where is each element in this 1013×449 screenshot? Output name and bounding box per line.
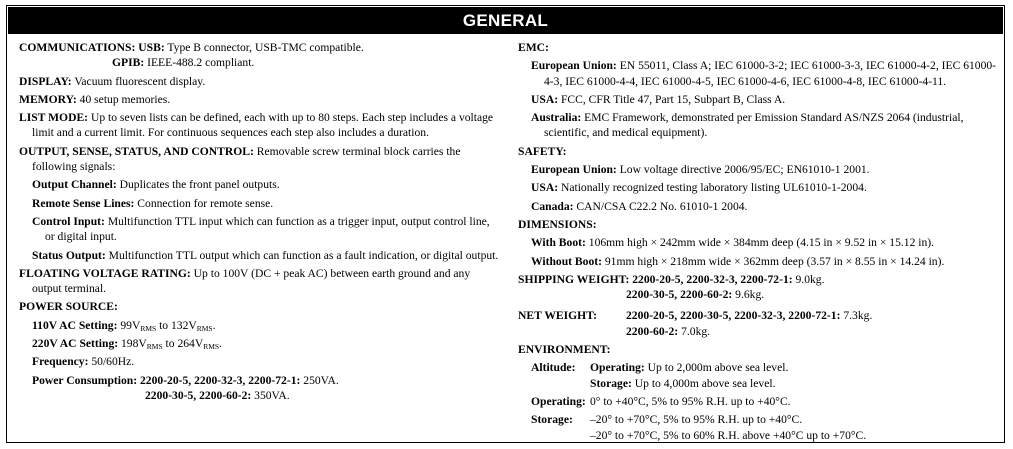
dimensions-without-boot: Without Boot: 91mm high × 218mm wide × 362mm deep (3.57 in × 8.55 in × 14.24 in). xyxy=(531,254,945,268)
environment-operating xyxy=(518,394,998,409)
output-control-spec: OUTPUT, SENSE, STATUS, AND CONTROL: Removable screw terminal block carries the following signals: xyxy=(19,144,461,174)
safety-eu: European Union: Low voltage directive 2006/95/EC; EN61010-1 2001. xyxy=(531,163,870,177)
communications-usb: COMMUNICATIONS: USB: Type B connector, USB-TMC compatible. xyxy=(19,41,364,54)
dimensions-heading: DIMENSIONS: xyxy=(518,217,597,231)
control-input-item: Control Input: Multifunction TTL input which can function as a trigger input, output control line, or digital input. xyxy=(32,214,490,244)
environment-altitude xyxy=(518,360,998,391)
safety-canada: Canada: CAN/CSA C22.2 No. 61010-1 2004. xyxy=(531,199,748,213)
power-consumption-line1: Power Consumption: 2200-20-5, 2200-32-3, 2200-72-1: 250VA. xyxy=(32,373,339,387)
emc-usa: USA: FCC, CFR Title 47, Part 15, Subpart B, Class A. xyxy=(531,92,786,106)
right-column xyxy=(518,40,998,443)
safety-usa: USA: Nationally recognized testing laboratory listing UL61010-1-2004. xyxy=(531,181,867,195)
memory-spec: MEMORY: 40 setup memories. xyxy=(19,92,171,106)
environment-heading: ENVIRONMENT: xyxy=(518,343,611,357)
storage-label: Storage: xyxy=(531,413,573,427)
altitude-label: Altitude: xyxy=(531,361,576,375)
section-title: GENERAL xyxy=(8,7,1003,34)
emc-australia: Australia: EMC Framework, demonstrated per Emission Standard AS/NZS 2064 (industrial, scientific, and medical equipment). xyxy=(531,111,964,140)
power-source-heading: POWER SOURCE: xyxy=(19,300,118,314)
shipping-weight-line1: SHIPPING WEIGHT: 2200-20-5, 2200-32-3, 2200-72-1: 9.0kg. xyxy=(518,272,825,286)
operating-label: Operating: xyxy=(531,394,586,408)
dimensions-with-boot: With Boot: 106mm high × 242mm wide × 384mm deep (4.15 in × 9.52 in × 15.12 in). xyxy=(531,236,935,250)
floating-voltage-spec: FLOATING VOLTAGE RATING: Up to 100V (DC + peak AC) between earth ground and any output terminal. xyxy=(19,266,471,296)
communications-gpib: GPIB: IEEE-488.2 compliant. xyxy=(112,56,255,70)
environment-storage xyxy=(518,412,998,443)
frequency-spec: Frequency: 50/60Hz. xyxy=(32,355,135,369)
list-mode-spec: LIST MODE: Up to seven lists can be defined, each with up to 80 steps. Each step includes a voltage limit and a current limit. For continuous sequences each step also includes a duration. xyxy=(19,111,494,140)
remote-sense-item: Remote Sense Lines: Connection for remote sense. xyxy=(32,196,274,210)
display-spec: DISPLAY: Vacuum fluorescent display. xyxy=(19,74,206,88)
safety-heading: SAFETY: xyxy=(518,144,567,158)
shipping-weight-line2: 2200-30-5, 2200-60-2: 9.6kg. xyxy=(626,288,765,302)
net-weight-label: NET WEIGHT: xyxy=(518,309,597,323)
ac220-setting: 220V AC Setting: $198V_{RMS}$ to $264V_{RMS}$. xyxy=(32,337,222,352)
net-weight-values: 2200-20-5, 2200-30-5, 2200-32-3, 2200-72-1: 7.3kg. 2200-60-2: 7.0kg. xyxy=(626,309,873,338)
operating-value: 0° to +40°C, 5% to 95% R.H. up to +40°C. xyxy=(590,394,791,408)
storage-values: –20° to +70°C, 5% to 95% R.H. up to +40°C. –20° to +70°C, 5% to 60% R.H. above +40°C up to +70°C. xyxy=(590,413,867,442)
ac110-setting: 110V AC Setting: $99V_{RMS}$ to $132V_{RMS}$. xyxy=(32,318,216,333)
emc-heading: EMC: xyxy=(518,41,549,54)
altitude-values: Operating: Up to 2,000m above sea level. Storage: Up to 4,000m above sea level. xyxy=(590,361,789,390)
output-channel-item: Output Channel: Duplicates the front panel outputs. xyxy=(32,178,280,192)
emc-eu: European Union: EN 55011, Class A; IEC 61000-3-2; IEC 61000-3-3, IEC 61000-4-2, IEC 61000-4-3, IEC 61000-4-4, IEC 61000-4-5, IEC 61000-4-6, IEC 61000-4-8, IEC 61000-4-11. xyxy=(531,59,997,88)
status-output-item: Status Output: Multifunction TTL output which can function as a fault indication, or digital output. xyxy=(32,248,499,262)
power-consumption-line2: 2200-30-5, 2200-60-2: 350VA. xyxy=(145,388,290,402)
left-column xyxy=(19,40,501,406)
net-weight xyxy=(518,308,998,339)
